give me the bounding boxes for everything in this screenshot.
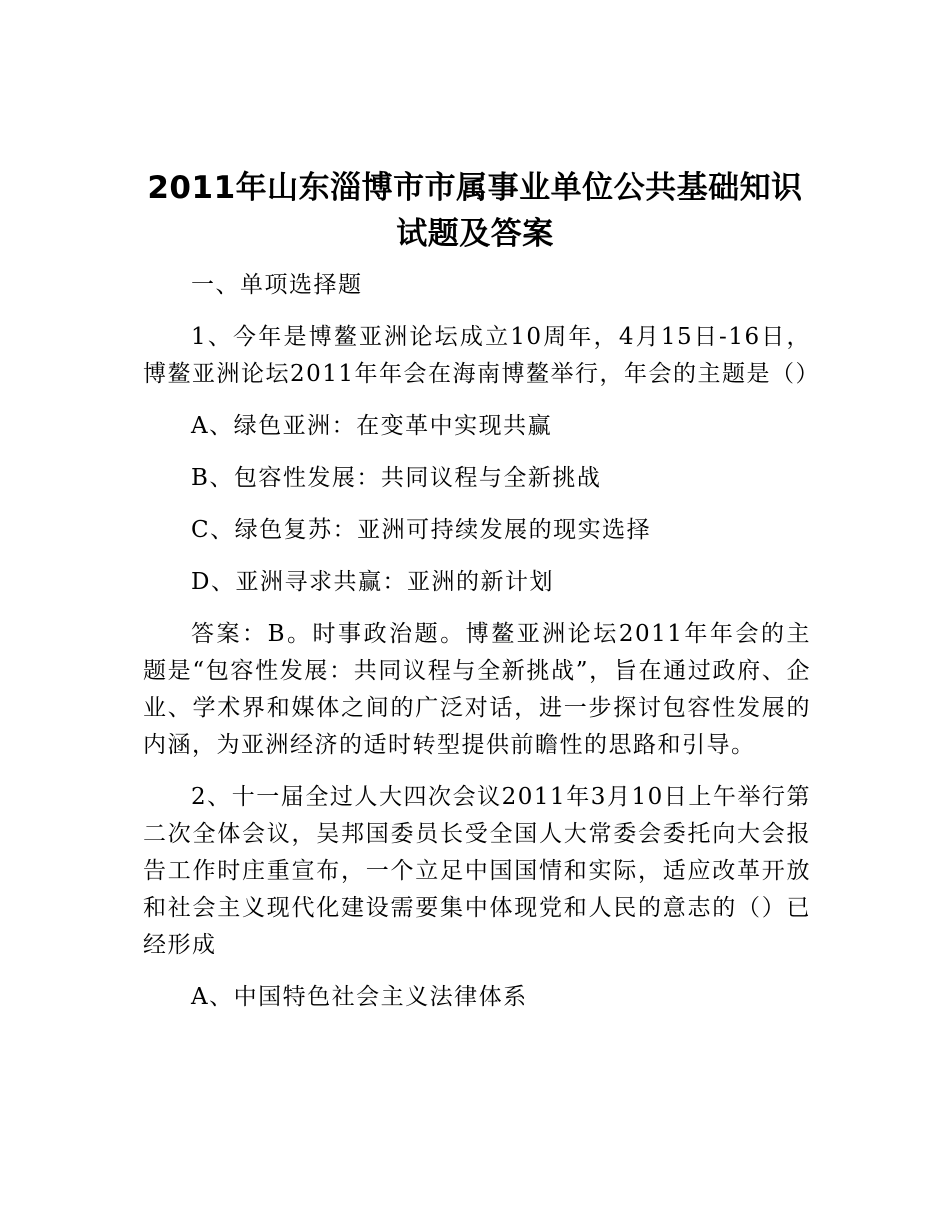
question-1-answer: 答案：B。时事政治题。博鳌亚洲论坛2011年年会的主题是“包容性发展：共同议程与全新挑战”，旨在通过政府、企业、学术界和媒体之间的广泛对话，进一步探讨包容性发展的内涵，为亚洲经济的适时转型提供前瞻性的思路和引导。	[143, 621, 811, 758]
document-title-line-2: 试题及答案	[396, 216, 554, 252]
question-1-stem: 1、今年是博鳌亚洲论坛成立10周年，4月15日-16日，博鳌亚洲论坛2011年年会在海南博鳌举行，年会的主题是（）	[143, 324, 821, 387]
section-heading: 一、单项选择题	[191, 272, 363, 298]
question-2-stem: 2、十一届全过人大四次会议2011年3月10日上午举行第二次全体会议，吴邦国委员长受全国人大常委会委托向大会报告工作时庄重宣布，一个立足中国国情和实际，适应改革开放和社会主义现代化建设需要集中体现党和人民的意志的（）已经形成	[143, 784, 811, 958]
question-1-option-a: A、绿色亚洲：在变革中实现共赢	[191, 413, 553, 439]
question-1-option-d: D、亚洲寻求共赢：亚洲的新计划	[191, 569, 554, 595]
document-title-line-1: 2011年山东淄博市市属事业单位公共基础知识	[147, 170, 803, 206]
question-2-option-a: A、中国特色社会主义法律体系	[191, 984, 528, 1010]
document-body	[143, 267, 821, 1031]
question-1-option-c: C、绿色复苏：亚洲可持续发展的现实选择	[191, 517, 652, 543]
question-1-option-b: B、包容性发展：共同议程与全新挑战	[191, 465, 602, 491]
